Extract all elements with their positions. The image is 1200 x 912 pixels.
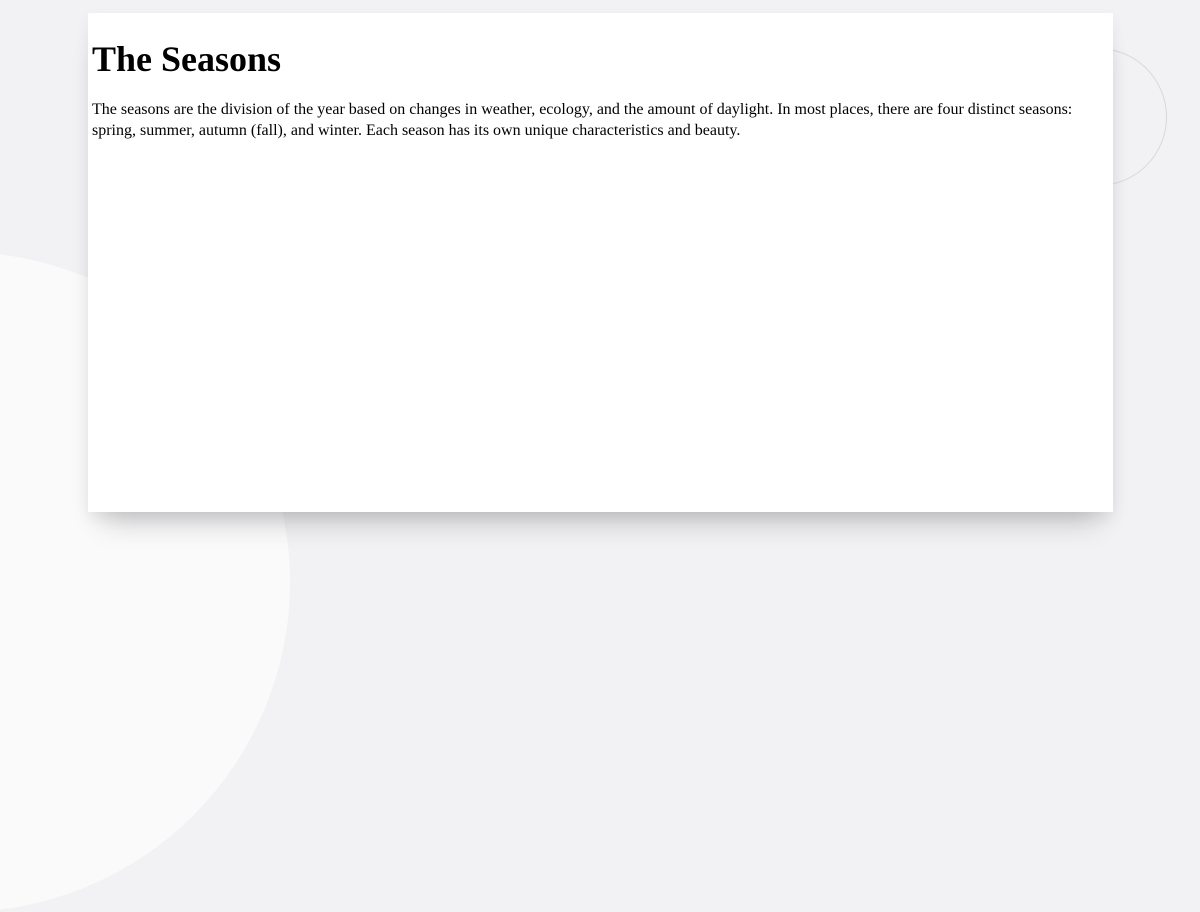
page-title: The Seasons	[92, 39, 282, 79]
document-content	[88, 39, 1113, 142]
document-card	[88, 13, 1113, 512]
intro-paragraph: The seasons are the division of the year based on changes in weather, ecology, and the amount of daylight. In most places, there are four distinct seasons: spring, summer, autumn (fall), and winter. Each season has its own unique characteristics and beauty.	[92, 101, 1073, 140]
